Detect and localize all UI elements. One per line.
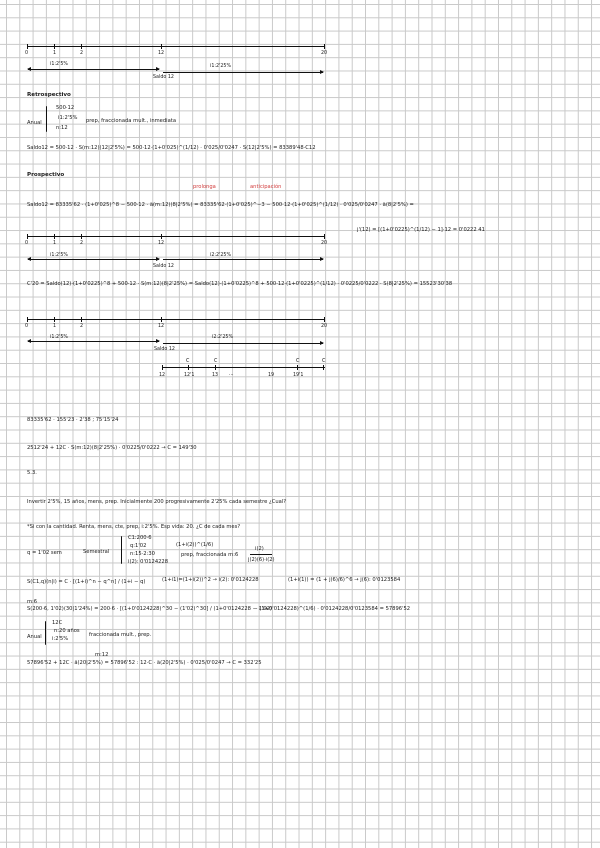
saldo-label: Saldo 12 [153, 264, 174, 269]
timeline-axis [27, 46, 325, 47]
note-red: prolonga [193, 184, 216, 190]
tick-label: 12 [158, 241, 165, 246]
tick-label: 2 [80, 241, 84, 246]
tick [215, 365, 216, 370]
description: prep, fraccionada mult., inmediata [86, 118, 177, 124]
exercise-number: 5.3. [27, 470, 37, 476]
calc-line: 83335'62 · 155'23 · 2'38 ; 75'15'24 [27, 417, 119, 423]
rate-left: i1:2'5% [50, 62, 68, 67]
tick-label: 12 [158, 324, 165, 329]
payment-c: C [322, 359, 326, 364]
calc-line: 2512'24 + 12C · S(m:12)(8|2'25%) · 0'0225/0'0222 → C = 149'30 [27, 445, 197, 451]
tick-label: 0 [25, 241, 29, 246]
equation: Saldo12 = 83335'62 · (1+0'025)^8 − 500·12 · ä(m:12)(8|2'5%) = 83335'62·(1+0'025)^−3 − 500·12·(1+0'025)^(1/12) · 0'025/0'0247 · ä(8|2'5%) = [27, 202, 414, 208]
sub-tick-label: 12 [159, 373, 166, 378]
rate-right: i1:2'25% [210, 64, 232, 69]
brace [45, 621, 46, 645]
tick-label: 0 [25, 51, 29, 56]
brace-item: n:15·2:30 [130, 551, 155, 557]
tick [161, 234, 162, 239]
saldo-label: Saldo 12 [154, 347, 175, 352]
q-value: q = 1'02 sem [27, 550, 62, 556]
brace-item: i1:2'5% [58, 115, 78, 121]
tick [54, 234, 55, 239]
annual-label: Anual [27, 634, 42, 640]
tick [323, 365, 324, 370]
tick [27, 44, 28, 49]
statement: *Si con la cantidad. Renta, mens, cte, prep, i:2'5%. Esp vida: 20. ¿C de cada mes? [27, 524, 241, 530]
tick [324, 234, 325, 239]
tick-label: 12 [158, 51, 165, 56]
tick-label: 1 [53, 51, 57, 56]
tick [81, 317, 82, 322]
rate-right: i2:2'25% [210, 253, 232, 258]
tick [161, 44, 162, 49]
payment-c: C [214, 359, 218, 364]
sub-timeline-axis [162, 367, 325, 368]
tick [297, 365, 298, 370]
s-equation: S(C1,q)(n|i) = C · [(1+i)^n − q^n] / (1+i − q) [27, 579, 146, 585]
equation: Saldo12 = 500·12 · S(m:12)(12|2'5%) = 500·12·(1+0'025)^(1/12) · 0'025/0'0247 · S(12|2'5%) = 83389'48·C12 [27, 145, 316, 151]
tick [81, 44, 82, 49]
s2-equation: S(200·6, 1'02)(30|1'24%) = 200·6 · [(1+0'0124228)^30 − (1'02)^30] / (1+0'0124228 − 1'02) [27, 606, 272, 612]
j-equation: (1+i(1)) = (1 + j(6)/6)^6 → j(6): 0'0123584 [288, 577, 401, 583]
section-title: Retrospectivo [27, 92, 71, 98]
equation: j'(12) = [(1+0'0225)^(1/12) − 1]·12 = 0'0222 41 [357, 227, 485, 233]
frac-desc: prep, fraccionada m:6 [181, 552, 239, 558]
frac-top: (1+i(2))^(1/6) [176, 542, 214, 548]
note-red: anticipación [250, 184, 282, 190]
tick-label: 1 [53, 324, 57, 329]
i-equation: (1+i1)=(1+i(2))^2 → i(2): 0'0124228 [162, 577, 259, 583]
rate-right: i2:2'25% [212, 335, 234, 340]
period-arrow [163, 343, 323, 344]
tick-label: 2 [80, 324, 84, 329]
section-title: Prospectivo [27, 172, 65, 178]
tick-label: 20 [321, 324, 328, 329]
tick [27, 317, 28, 322]
tick [162, 365, 163, 370]
frac-den: j(2)(6)·i(2) [248, 557, 275, 563]
s2-sup: m:6 [27, 599, 38, 605]
brace-item: 500·12 [56, 105, 75, 111]
brace-item: i:2'5% [52, 636, 69, 642]
sub-tick-label: 13 [212, 373, 219, 378]
brace-item: q:1'02 [130, 543, 147, 549]
tick-label: 0 [25, 324, 29, 329]
tick-label: 20 [321, 51, 328, 56]
brace-item: n:20 años [54, 628, 80, 634]
rate-left: i1:2'5% [50, 253, 68, 258]
sub-tick-label: 12'1 [184, 373, 195, 378]
period-arrow [28, 341, 159, 342]
payment-c: C [186, 359, 190, 364]
brace-item: n:12 [56, 125, 68, 131]
timeline-axis [27, 319, 325, 320]
tick [81, 234, 82, 239]
period-arrow [163, 72, 323, 73]
frac-num: i(2) [255, 546, 264, 552]
equation: C'20 = Saldo(12)·(1+0'0225)^8 + 500·12 · S(m:12)(8|2'25%) = Saldo(12)·(1+0'0225)^8 + 500·12·(1+0'0225)^(1/12) · 0'0225/0'0222 · S(8|2'25%) = 15523'30'38 [27, 281, 453, 287]
saldo-label: Saldo 12 [153, 75, 174, 80]
s2-equation-end: · (1+0'0124228)^(1/6) · 0'0124228/0'0123584 = 57896'52 [256, 606, 411, 612]
tick-label: 2 [80, 51, 84, 56]
timeline-axis [27, 236, 325, 237]
frac-desc: fraccionada mult., prep. [89, 632, 152, 638]
brace [46, 106, 47, 132]
final-sup: m:12 [95, 652, 109, 658]
annual-label: Anual [27, 120, 42, 126]
brace [121, 536, 122, 564]
brace-item: 12C [52, 620, 63, 626]
period-arrow [28, 69, 159, 70]
tick [27, 234, 28, 239]
final-equation: 57896'52 + 12C · ä(20|2'5%) = 57896'52 : 12·C · ä(20|2'5%) · 0'025/0'0247 → C = 332'25 [27, 660, 262, 666]
brace-item: C1:200·6 [128, 535, 152, 541]
sub-tick-label: 19'1 [293, 373, 304, 378]
period-arrow [28, 259, 159, 260]
statement: Invertir 2'5%, 15 años, mens, prep. Inicialmente 200 progresivamente 2'25% cada semestre ¿Cual? [27, 499, 286, 505]
tick [54, 317, 55, 322]
brace-item: i(2): 0'0124228 [128, 559, 169, 565]
rate-left: i1:2'5% [50, 335, 68, 340]
sub-tick-label: 19 [268, 373, 275, 378]
tick [54, 44, 55, 49]
tick-label: 1 [53, 241, 57, 246]
tick [324, 317, 325, 322]
tick [188, 365, 189, 370]
fraction-bar [250, 554, 272, 555]
period-arrow [163, 259, 323, 260]
sub-tick-label: ... [229, 372, 234, 377]
tick-label: 20 [321, 241, 328, 246]
semester-label: Semestral [83, 549, 110, 555]
tick [324, 44, 325, 49]
payment-c: C [296, 359, 300, 364]
tick [161, 317, 162, 322]
